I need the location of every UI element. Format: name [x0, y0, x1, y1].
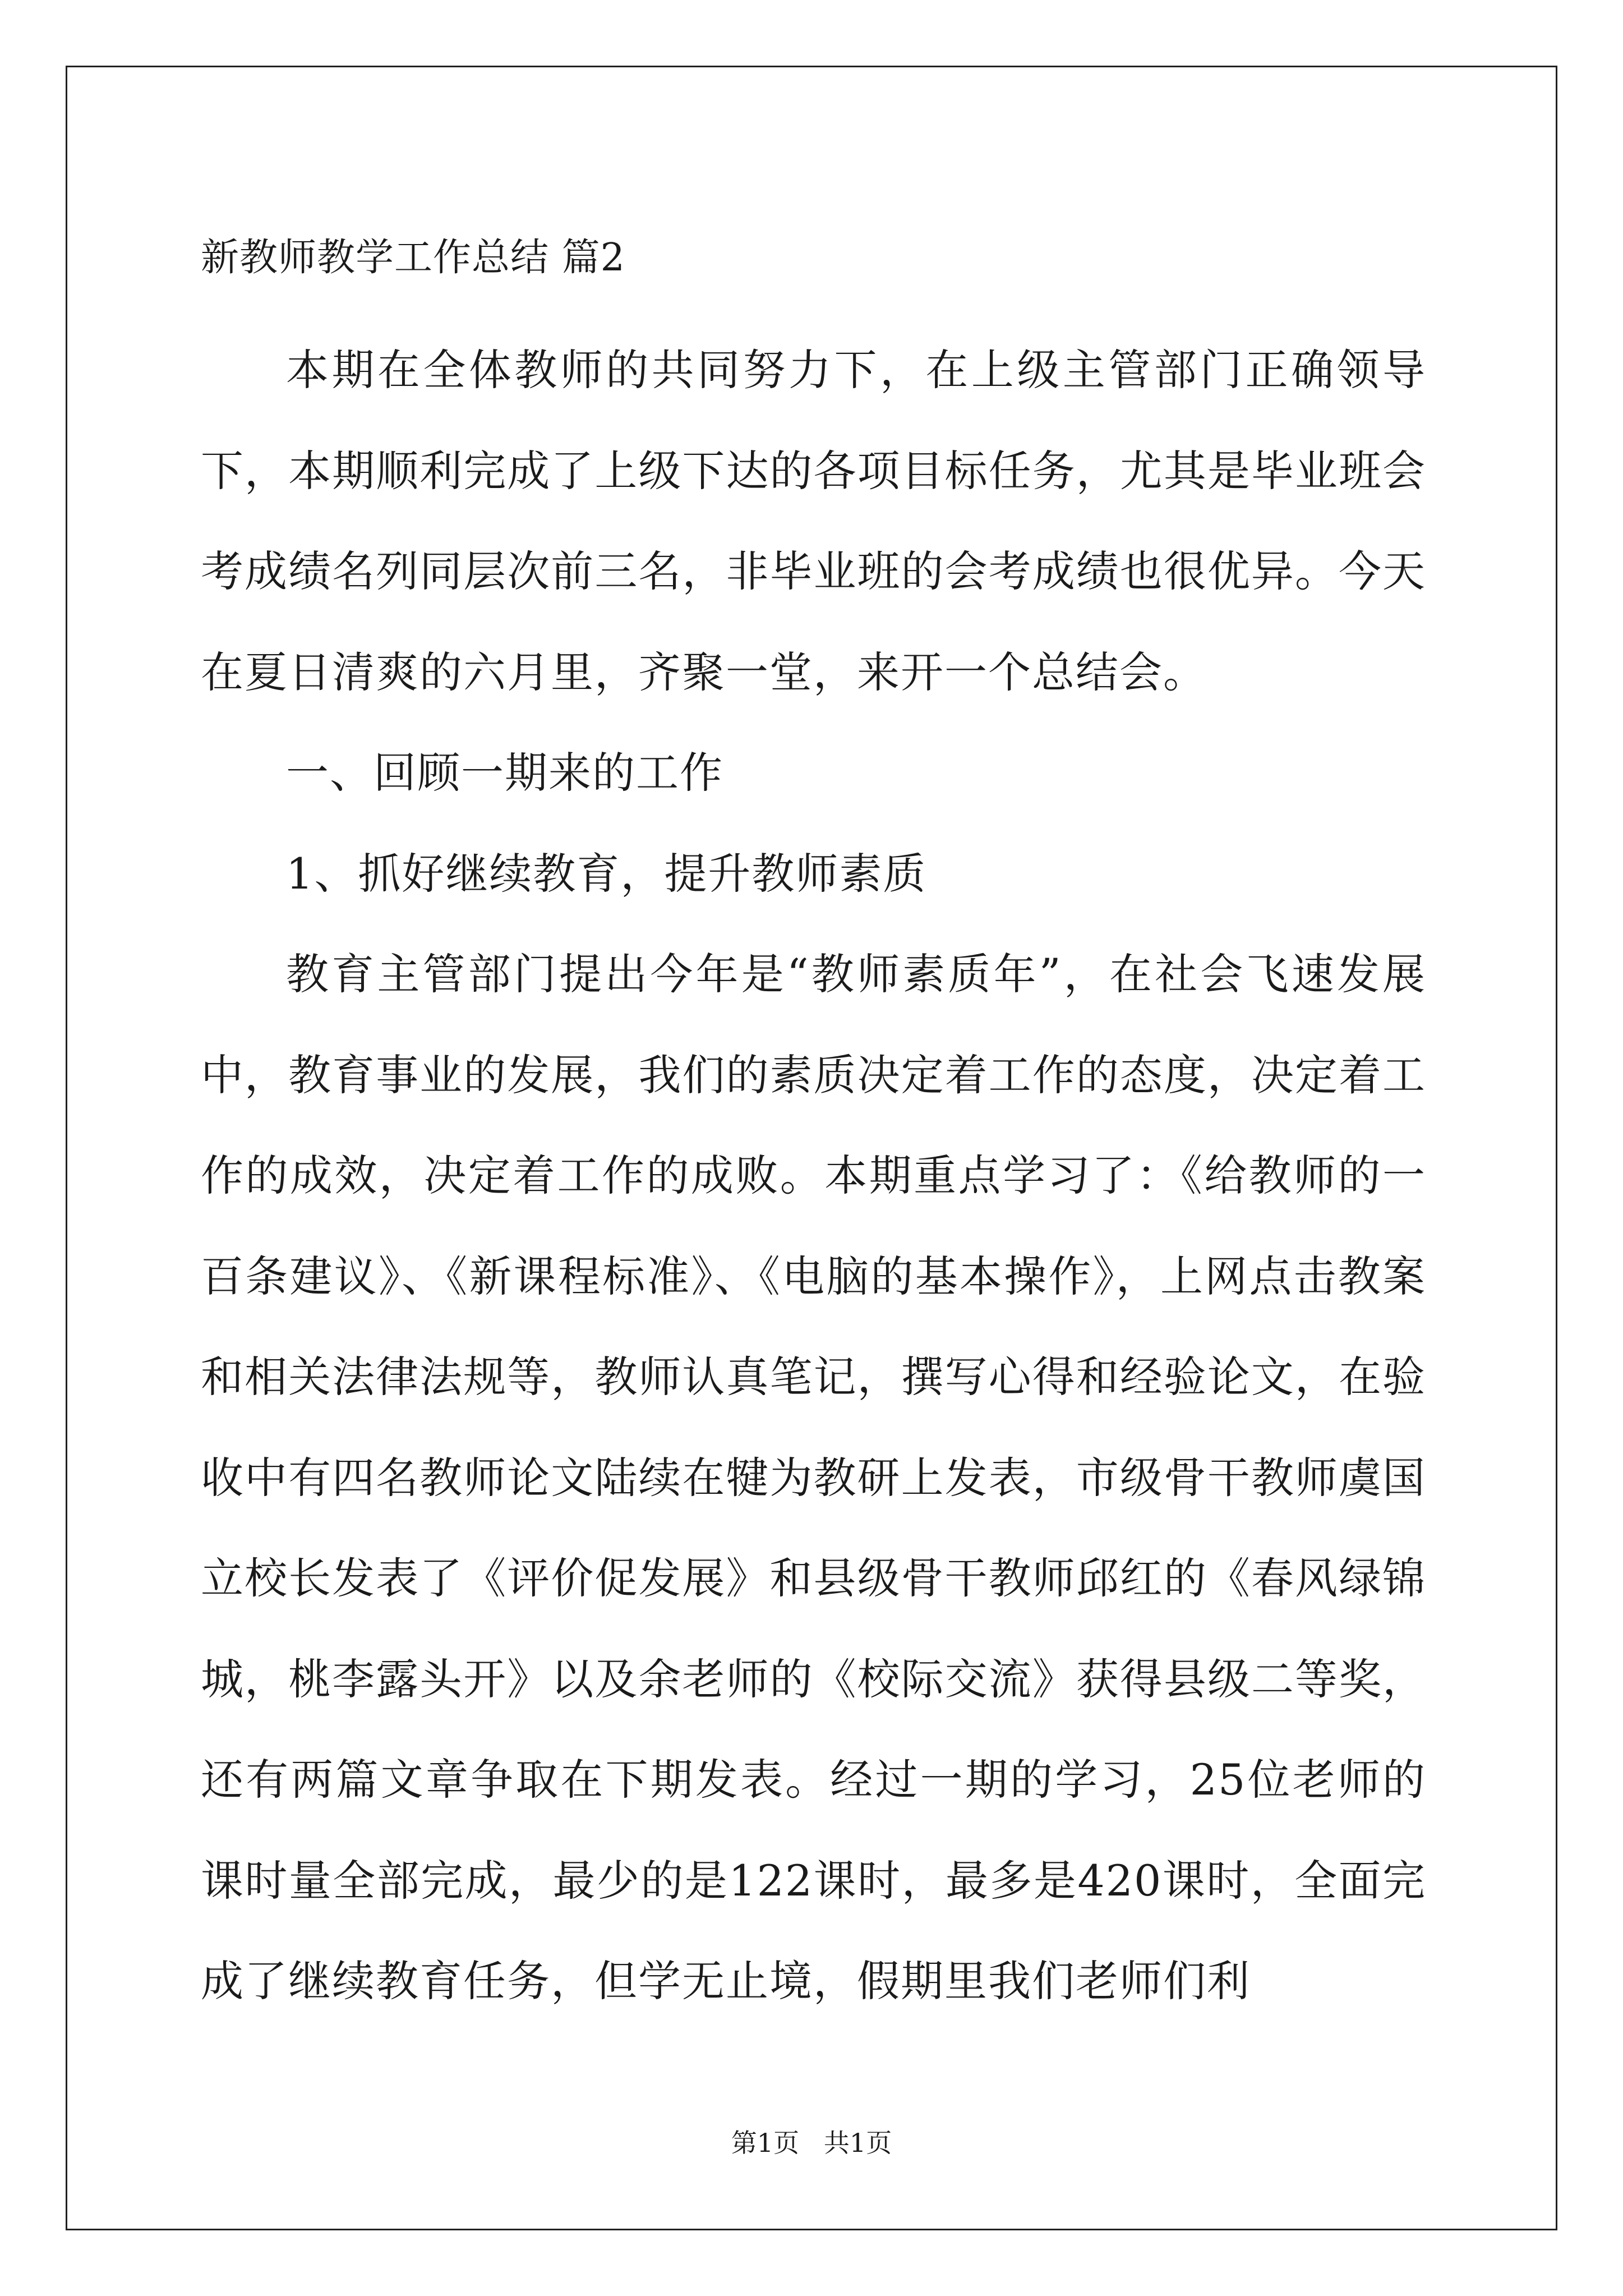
paragraph-body: 教育主管部门提出今年是“教师素质年”，在社会飞速发展中，教育事业的发展，我们的素质决定着工作的态度，决定着工作的成效，决定着工作的成败。本期重点学习了：《给教师的一百条建议》、《新课程标准》、《电脑的基本操作》，上网点击教案和相关法律法规等，教师认真笔记，撰写心得和经验论文，在验收中有四名教师论文陆续在犍为教研上发表，市级骨干教师虞国立校长发表了《评价促发展》和县级骨干教师邱红的《春风绿锦城，桃李露头开》以及余老师的《校际交流》获得县级二等奖，还有两篇文章争取在下期发表。经过一期的学习，25位老师的课时量全部完成，最少的是122课时，最多是420课时，全面完成了继续教育任务，但学无止境，假期里我们老师们利	[201, 949, 1426, 2006]
paragraph-intro: 本期在全体教师的共同努力下，在上级主管部门正确领导下，本期顺利完成了上级下达的各项目标任务，尤其是毕业班会考成绩名列同层次前三名，非毕业班的会考成绩也很优异。今天在夏日清爽的六月里，齐聚一堂，来开一个总结会。	[201, 345, 1426, 697]
section-heading: 一、回顾一期来的工作	[286, 748, 723, 798]
page-footer: 第1页 共1页	[731, 2128, 892, 2158]
subsection-heading: 1、抓好继续教育，提升教师素质	[286, 848, 927, 899]
document-body	[201, 213, 1426, 2032]
document-title: 新教师教学工作总结 篇2	[201, 236, 625, 280]
